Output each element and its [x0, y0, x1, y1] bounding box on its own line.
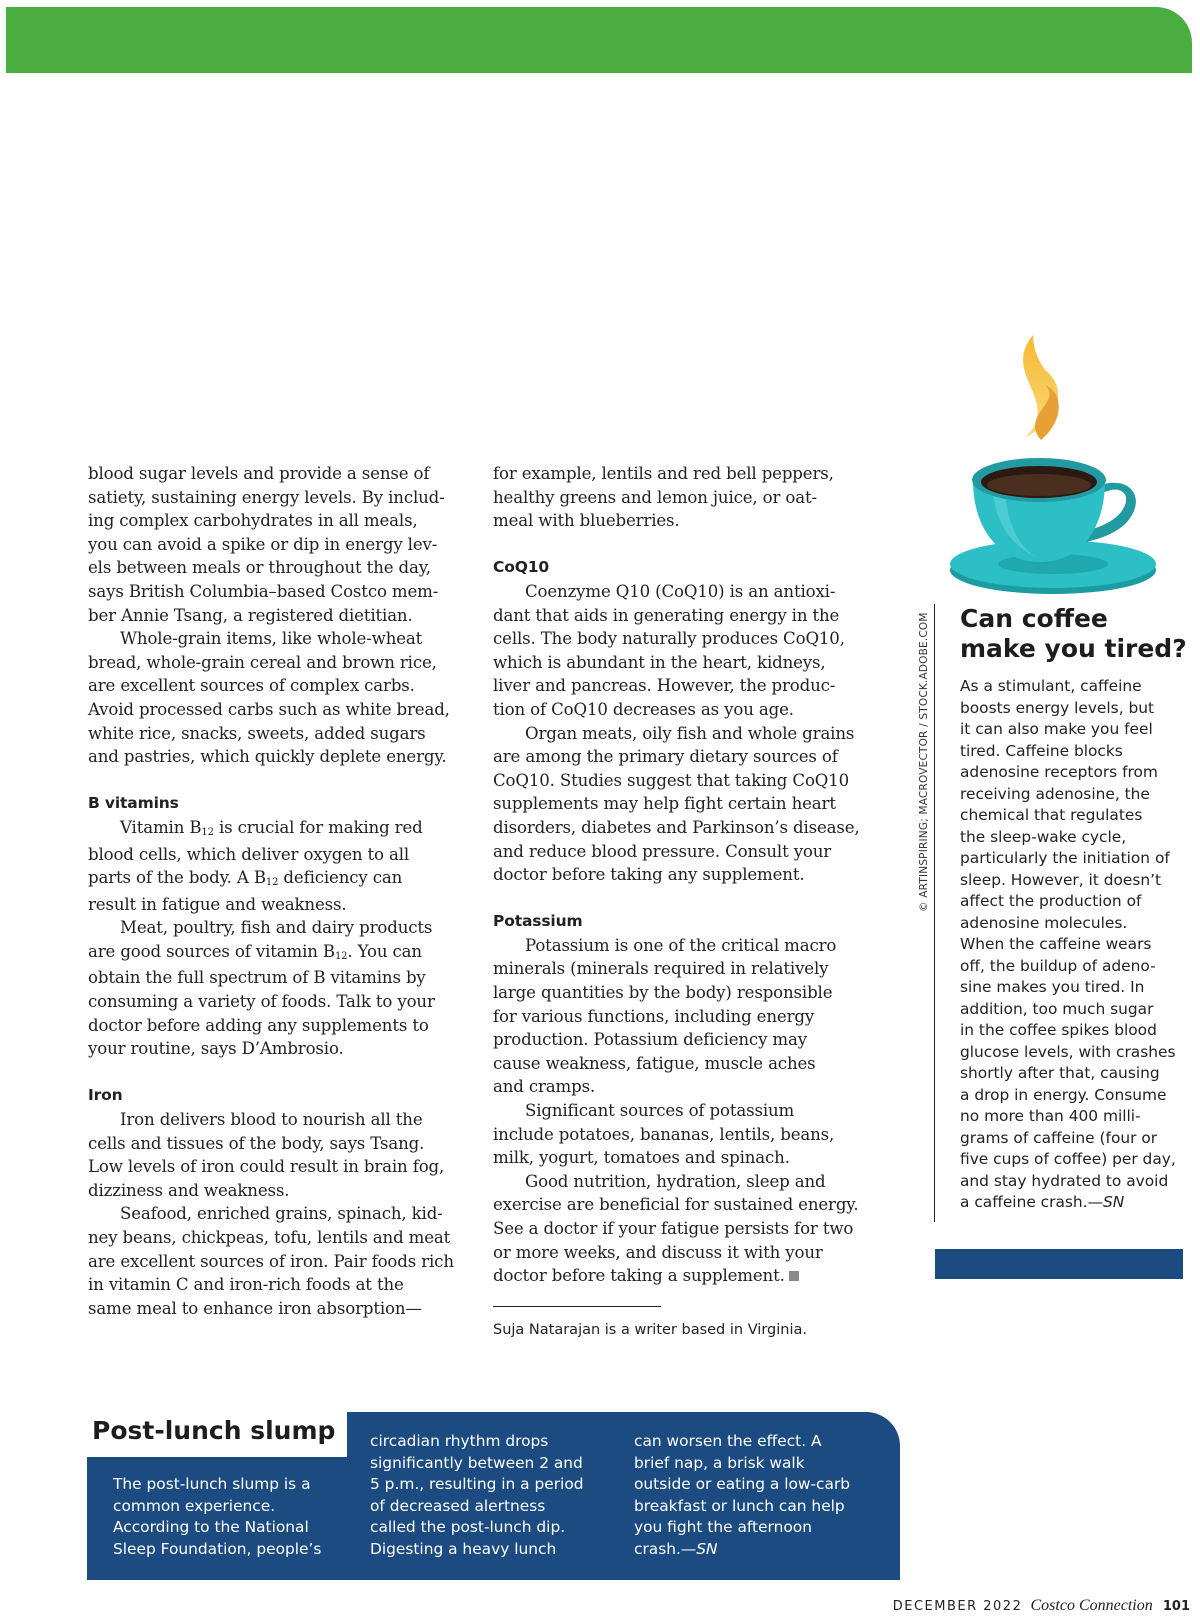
sidebar-footer-bar	[935, 1249, 1183, 1279]
post-lunch-col-2: circadian rhythm drops significantly between 2 and 5 p.m., resulting in a period of decreased alertness called the post-lunch dip. Digesting a heavy lunch	[370, 1432, 584, 1558]
heading-coq10: CoQ10	[493, 558, 550, 577]
footer-magazine: Costco Connection	[1030, 1597, 1153, 1614]
article-column-2	[493, 462, 878, 1288]
heading-iron: Iron	[88, 1086, 123, 1105]
coffee-cup-illustration	[945, 330, 1160, 595]
article-column-1	[88, 462, 468, 1320]
page-footer	[893, 1597, 1190, 1615]
footer-date: DECEMBER 2022	[892, 1599, 1023, 1614]
paragraph-coq10-sources: Organ meats, oily fish and whole grains are among the primary dietary sources of CoQ10. Studies suggest that taking CoQ10 supplements may help fight certain heart disorders, diabetes and Parkinson’s disease, and reduce blood pressure. Consult your doctor before taking any supplement.	[493, 723, 860, 885]
sidebar-body: As a stimulant, caffeine boosts energy levels, but it can also make you feel tired. Caffeine blocks adenosine receptors from receiving adenosine, the chemical that regulates the sleep-wake cycle, particularly the initiation of sleep. However, it doesn’t affect the production of adenosine molecules. When the caffeine wears off, the buildup of adeno- sine makes you tired. In addition, too much sugar in the coffee spikes blood glucose levels, with crashes shortly after that, causing a drop in energy. Consume no more than 400 milli- grams of caffeine (four or five cups of coffee) per day, and stay hydrated to avoid a caffeine crash.—SN	[960, 677, 1176, 1211]
post-lunch-box	[87, 1412, 900, 1580]
sidebar-coffee	[960, 604, 1200, 1214]
author-rule	[493, 1306, 661, 1307]
end-mark-icon	[789, 1271, 799, 1281]
paragraph-potassium-sources: Significant sources of potassium include potatoes, bananas, lentils, beans, milk, yogurt, tomatoes and spinach.	[493, 1101, 835, 1168]
paragraph-complex-carbs: blood sugar levels and provide a sense of satiety, sustaining energy levels. By includ- ing complex carbohydrates in all meals, you can avoid a spike or dip in energy lev- els between meals or throughout the day, says British Columbia–based Costco mem- ber Annie Tsang, a registered dietitian.	[88, 464, 445, 625]
paragraph-b-sources: Meat, poultry, fish and dairy products are good sources of vitamin $B_{12}$. You can obtain the full spectrum of B vitamins by consuming a variety of foods. Talk to your doctor before adding any supplements to your routine, says D’Ambrosio.	[88, 918, 435, 1059]
author-bio: Suja Natarajan is a writer based in Virginia.	[493, 1322, 807, 1338]
heading-b-vitamins: B vitamins	[88, 794, 179, 813]
paragraph-whole-grain: Whole-grain items, like whole-wheat bread, whole-grain cereal and brown rice, are excellent sources of complex carbs. Avoid processed carbs such as white bread, white rice, snacks, sweets, added sugars and pastries, which quickly deplete energy.	[88, 629, 450, 767]
photo-credit: © ARTINSPIRING; MACROVECTOR / STOCK.ADOBE.COM	[918, 612, 930, 912]
post-lunch-col-3: can worsen the effect. A brief nap, a brisk walk outside or eating a low-carb breakfast or lunch can help you fight the afternoon crash.—SN	[634, 1432, 851, 1558]
paragraph-coq10: Coenzyme Q10 (CoQ10) is an antioxi- dant that aids in generating energy in the cells. The body naturally produces CoQ10, which is abundant in the heart, kidneys, liver and pancreas. However, the produc- tion of CoQ10 decreases as you age.	[493, 581, 845, 719]
paragraph-b12: Vitamin $B_{12}$ is crucial for making red blood cells, which deliver oxygen to all parts of the body. A $B_{12}$ deficiency can result in fatigue and weakness.	[88, 817, 423, 914]
heading-potassium: Potassium	[493, 912, 583, 931]
paragraph-potassium: Potassium is one of the critical macro minerals (minerals required in relatively large quantities by the body) responsible for various functions, including energy production. Potassium deficiency may cause weakness, fatigue, muscle aches and cramps.	[493, 935, 837, 1097]
top-color-bar	[6, 7, 1192, 73]
page-number: 101	[1162, 1599, 1190, 1614]
paragraph-iron-sources: Seafood, enriched grains, spinach, kid- ney beans, chickpeas, tofu, lentils and meat are excellent sources of iron. Pair foods rich in vitamin C and iron-rich foods at the same meal to enhance iron absorption—	[88, 1204, 454, 1318]
paragraph-continued: for example, lentils and red bell peppers, healthy greens and lemon juice, or oat- meal with blueberries.	[493, 464, 834, 531]
sidebar-divider	[934, 604, 935, 1222]
paragraph-conclusion: Good nutrition, hydration, sleep and exercise are beneficial for sustained energy. See a doctor if your fatigue persists for two or more weeks, and discuss it with your doctor before taking a supplement.	[493, 1171, 859, 1286]
post-lunch-title: Post-lunch slump	[92, 1416, 336, 1445]
post-lunch-col-1: The post-lunch slump is a common experience. According to the National Sleep Foundation, people’s	[113, 1475, 322, 1558]
paragraph-iron: Iron delivers blood to nourish all the cells and tissues of the body, says Tsang. Low levels of iron could result in brain fog, dizziness and weakness.	[88, 1110, 445, 1200]
sidebar-title: Can coffee make you tired?	[960, 604, 1187, 663]
